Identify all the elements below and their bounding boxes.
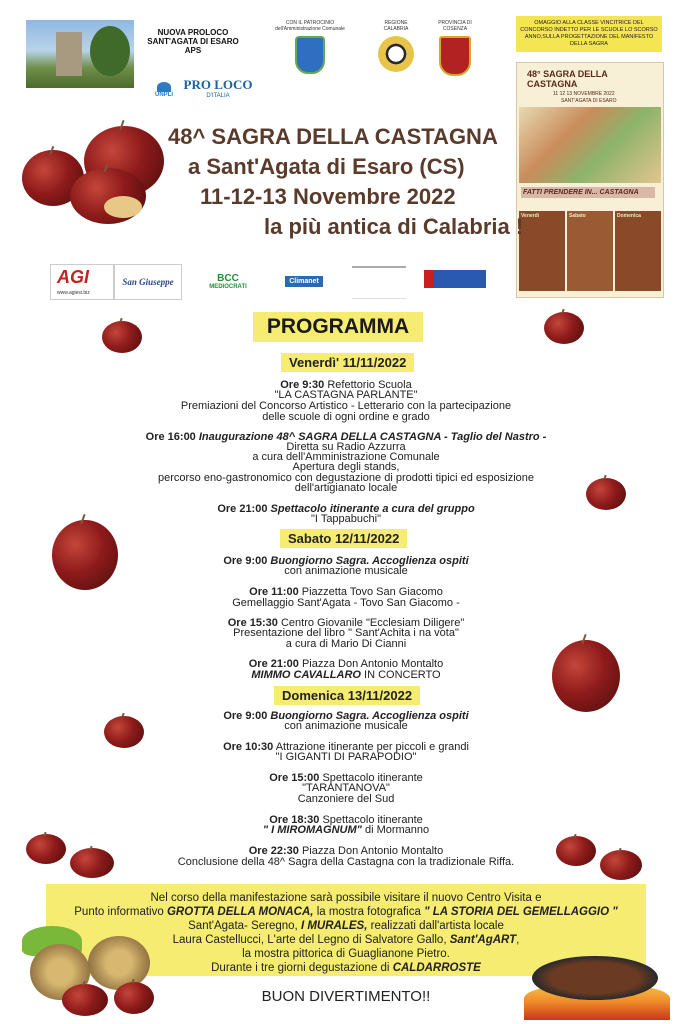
chestnut-decoration-5 <box>552 640 620 712</box>
proloco-place: SANT'AGATA DI ESARO <box>147 36 239 46</box>
sat-e1-time: Ore 9:00 <box>223 555 268 567</box>
school-poster-title: 48° SAGRA DELLA CASTAGNA <box>527 69 608 89</box>
roasting-pan-illustration <box>520 944 670 1020</box>
sponsor-mediocrati-text: MEDIOCRATI <box>209 283 247 290</box>
fri-e1-place: Refettorio Scuola <box>327 379 412 391</box>
unpli-text: UNPLI <box>155 92 173 98</box>
sponsor-san-giuseppe <box>114 264 182 300</box>
fri-e1-title: "LA CASTAGNA PARLANTE" <box>274 389 418 401</box>
footer-l2c: la mostra fotografica <box>316 906 421 918</box>
footer-l2b: GROTTA DELLA MONACA, <box>166 906 314 918</box>
regione-text: REGIONE CALABRIA <box>383 20 409 32</box>
footer-l3b: I MURALES, <box>300 920 368 932</box>
sun-e3-title: "TARANTANOVA" <box>302 782 390 794</box>
chestnut-decoration-3 <box>586 478 626 510</box>
sponsor-emblem-icon <box>352 266 406 299</box>
title-line-4: la più antica di Calabria ! <box>264 214 524 239</box>
pan-shape <box>532 956 658 1000</box>
fri-e2-desc2: dell'artigianato locale <box>294 482 398 494</box>
sun-e5-time: Ore 22:30 <box>248 845 299 857</box>
sun-e3-place: Spettacolo itinerante <box>322 772 423 784</box>
patronage-text: CON IL PATROCINIO dell'Amministrazione Comunale <box>275 20 345 32</box>
school-poster-day: Domenica <box>615 211 661 291</box>
sun-e2-time: Ore 10:30 <box>223 741 274 753</box>
sun-e4-time: Ore 18:30 <box>269 814 320 826</box>
closing-text: BUON DIVERTIMENTO!! <box>261 988 431 1005</box>
sun-e5-place: Piazza Don Antonio Montalto <box>301 845 444 857</box>
school-poster-dates: 11 12 13 NOVEMBRE 2022 <box>553 91 615 97</box>
fri-e1-desc2: delle scuole di ogni ordine e grado <box>262 411 430 423</box>
sponsor-climanet <box>276 264 332 298</box>
castle-tower-shape <box>56 32 82 76</box>
sun-e4-place: Spettacolo itinerante <box>322 814 423 826</box>
sun-e3-desc: Canzoniere del Sud <box>297 793 395 805</box>
sun-e3-time: Ore 15:00 <box>269 772 320 784</box>
fri-e1-time: Ore 9:30 <box>280 379 325 391</box>
patronage-block <box>270 20 350 94</box>
chestnut-decoration-9 <box>556 836 596 866</box>
fri-e2-stands: Apertura degli stands, <box>292 461 400 473</box>
fri-e3-time: Ore 21:00 <box>217 503 268 515</box>
school-poster-drawing <box>519 107 661 183</box>
sat-e4-place: Piazza Don Antonio Montalto <box>301 658 444 670</box>
sun-e1-title: Buongiorno Sagra. Accoglienza ospiti <box>270 710 469 722</box>
school-poster-day: Venerdì <box>519 211 565 291</box>
footer-l4c: , <box>516 934 520 946</box>
sat-e1-title: Buongiorno Sagra. Accoglienza ospiti <box>270 555 469 567</box>
chestnut-decoration-10 <box>600 850 642 880</box>
sun-e1-desc: con animazione musicale <box>284 720 408 732</box>
title-line-2: a Sant'Agata di Esaro (CS) <box>188 154 465 179</box>
fri-e3-group: "I Tappabuchi" <box>311 513 381 525</box>
sun-event-4-title-line <box>0 825 692 836</box>
title-line-3: 11-12-13 Novembre 2022 <box>200 184 456 209</box>
footer-l3a: Sant'Agata- Seregno, <box>188 920 298 932</box>
sponsor-bcc <box>196 264 260 298</box>
regione-block <box>372 20 420 90</box>
sun-e2-place: Attrazione itinerante per piccoli e grandi <box>275 741 469 753</box>
chestnut-decoration-7 <box>26 834 66 864</box>
sun-e1-time: Ore 9:00 <box>223 710 268 722</box>
footer-line-2 <box>0 906 692 919</box>
regione-emblem-icon <box>378 36 414 72</box>
sat-e3-desc: a cura di Mario Di Cianni <box>285 638 407 650</box>
school-poster-schedule <box>519 211 661 291</box>
sat-e4-desc: IN CONCERTO <box>364 669 441 681</box>
provincia-text: PROVINCIA DI COSENZA <box>438 20 472 32</box>
homage-text: OMAGGIO ALLA CLASSE VINCITRICE DEL CONCORSO INDETTO PER LE SCUOLE LO SCORSO ANNO,SULLA PROGETTAZIONE DEL MANIFESTO DELLA SAGRA <box>520 20 658 47</box>
footer-l2d: " LA STORIA DEL GEMELLAGGIO " <box>424 906 618 918</box>
chestnut-burr-nut-2 <box>114 982 154 1014</box>
day-saturday: Sabato 12/11/2022 <box>280 529 407 548</box>
footer-l6a: Durante i tre giorni degustazione di <box>211 962 390 974</box>
day-friday: Venerdì' 11/11/2022 <box>281 353 414 372</box>
chestnut-burr-nut-1 <box>62 984 108 1016</box>
sponsor-agi-text: AGI <box>57 267 90 287</box>
proloco-aps: APS <box>184 45 202 55</box>
footer-line-1: Nel corso della manifestazione sarà possibile visitare il nuovo Centro Visita e <box>150 892 542 904</box>
proloco-logo <box>182 74 254 102</box>
sponsor-agi <box>50 264 114 300</box>
proloco-name-block <box>146 20 240 62</box>
fri-e2-desc1: percorso eno-gastronomico con degustazione di prodotti tipici ed esposizione <box>157 472 535 484</box>
sat-e3-title: Presentazione del libro " Sant'Achita i na vota" <box>233 627 459 639</box>
proloco-name: NUOVA PROLOCO <box>157 27 229 37</box>
sun-e2-title: "I GIGANTI DI PARAPODIO" <box>275 751 417 763</box>
fri-e2-cura: a cura dell'Amministrazione Comunale <box>252 451 440 463</box>
footer-line-5: la mostra pittorica di Guaglianone Pietro. <box>242 948 450 960</box>
proloco-logo-sub: D'ITALIA <box>206 93 230 99</box>
unpli-logo <box>150 78 178 102</box>
footer-l2a: Punto informativo <box>74 906 164 918</box>
sponsor-agi-site: www.agiesi.biz <box>57 290 90 296</box>
provincia-crest-icon <box>439 36 471 76</box>
title-line-1: 48^ SAGRA DELLA CASTAGNA <box>168 124 498 149</box>
sat-e1-desc: con animazione musicale <box>284 565 408 577</box>
school-poster-day: Sabato <box>567 211 613 291</box>
sat-e3-place: Centro Giovanile "Ecclesiam Diligere" <box>280 617 465 629</box>
castle-photo <box>26 20 134 88</box>
chestnut-decoration-4 <box>52 520 118 590</box>
chestnut-decoration-1 <box>102 321 142 353</box>
sat-e2-title: Gemellaggio Sant'Agata - Tovo San Giacomo - <box>232 597 460 609</box>
sponsor-san-giuseppe-text: San Giuseppe <box>122 277 174 287</box>
footer-l3c: realizzati dall'artista locale <box>370 920 504 932</box>
school-poster-place: SANT'AGATA DI ESARO <box>561 98 617 104</box>
sat-e4-time: Ore 21:00 <box>248 658 299 670</box>
sat-e3-time: Ore 15:30 <box>227 617 278 629</box>
sponsor-truck-icon <box>424 270 486 288</box>
sat-e4-title: MIMMO CAVALLARO <box>251 669 361 681</box>
spiky-burr-shape-2 <box>88 936 150 990</box>
chestnut-decoration-2 <box>544 312 584 344</box>
chestnut-decoration-6 <box>104 716 144 748</box>
chestnut-decoration-8 <box>70 848 114 878</box>
school-poster-banner: FATTI PRENDERE IN... CASTAGNA <box>521 187 655 198</box>
chestnuts-illustration <box>20 118 166 230</box>
programma-heading: PROGRAMMA <box>253 312 423 342</box>
sun-e4-desc: di Mormanno <box>364 824 430 836</box>
sponsor-climanet-text: Climanet <box>285 276 323 287</box>
homage-box <box>516 16 662 52</box>
footer-l6b: CALDARROSTE <box>392 962 481 974</box>
chestnut-burr-illustration <box>22 926 158 1018</box>
fri-e2-title: Inaugurazione 48^ SAGRA DELLA CASTAGNA - Taglio del Nastro - <box>198 431 547 443</box>
fri-e1-desc1: Premiazioni del Concorso Artistico - Letterario con la partecipazione <box>180 400 512 412</box>
footer-l4a: Laura Castellucci, L'arte del Legno di Salvatore Gallo, <box>172 934 447 946</box>
tree-shape <box>90 26 130 76</box>
comune-crest-icon <box>295 36 325 74</box>
sat-e2-place: Piazzetta Tovo San Giacomo <box>301 586 443 598</box>
chestnut-cut-surface <box>104 196 142 218</box>
fri-e3-title: Spettacolo itinerante a cura del gruppo <box>270 503 475 515</box>
sat-e2-time: Ore 11:00 <box>249 586 299 598</box>
proloco-logo-text: PRO LOCO <box>183 77 253 92</box>
provincia-block <box>430 20 480 90</box>
sun-e5-title: Conclusione della 48^ Sagra della Castagna con la tradizionale Riffa. <box>177 856 515 868</box>
school-poster <box>516 62 664 298</box>
fri-e2-radio: Diretta su Radio Azzurra <box>286 441 406 453</box>
footer-l4b: Sant'AgART <box>449 934 517 946</box>
sponsor-bcc-text: BCC <box>217 272 239 284</box>
fri-e2-time: Ore 16:00 <box>145 431 196 443</box>
day-sunday: Domenica 13/11/2022 <box>274 686 420 705</box>
sun-e4-title: " I MIROMAGNUM" <box>262 824 362 836</box>
unpli-icon <box>157 82 171 92</box>
